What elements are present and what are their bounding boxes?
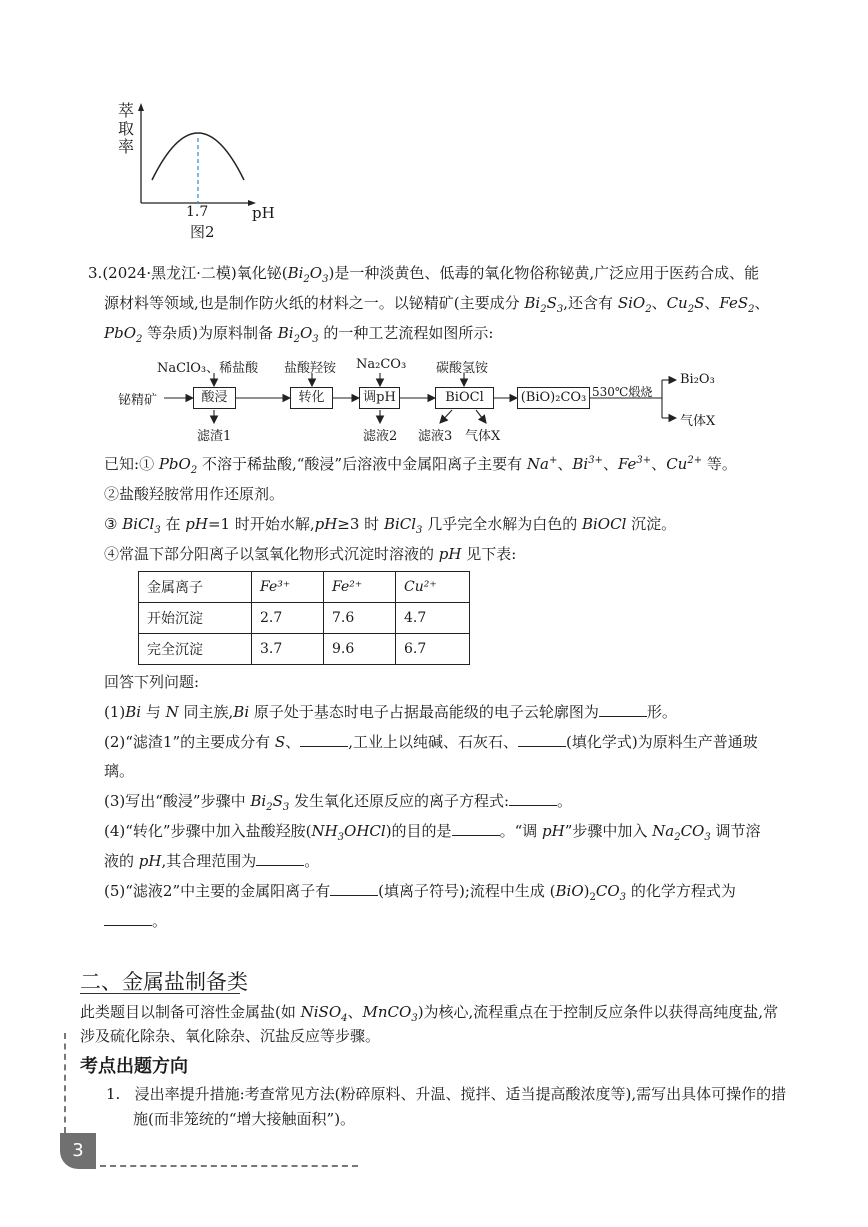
section-subhead: 考点出题方向 [80,1056,188,1077]
flow-box-conversion: 转化 [290,387,333,409]
sub-question-5-line-2: 。 [104,910,167,932]
flow-output: 气体X [465,429,501,444]
table-header-row [139,572,470,603]
flow-reagent: 碳酸氢铵 [436,361,489,376]
point-1-line-1 [106,1083,786,1105]
page-number-badge: 3 [60,1133,96,1169]
known-line-4: ④常温下部分阳离子以氢氧化物形式沉淀时溶液的 pH 见下表: [104,545,517,563]
answer-prompt: 回答下列问题: [104,673,200,691]
question-3-line-2: 源材料等领域,也是制作防火纸的材料之一。以铋精矿(主要成分 $Bi_2S_3$,还含有 SiO$_2$、$Cu_2S$、FeS$_2$、 [104,294,770,315]
known-intro: 已知: [104,455,140,473]
table-cell: 开始沉淀 [139,603,252,634]
known-line-2: ②盐酸羟胺常用作还原剂。 [104,485,285,503]
flow-box-bio2co3: (BiO)₂CO₃ [517,387,590,409]
table-header-cell: Fe³⁺ [252,572,324,603]
table-cell: 6.7 [396,634,470,665]
page-margin-dashed-line [64,1033,66,1133]
flow-box-acid-leach: 酸浸 [193,387,236,409]
flow-output: 滤液2 [363,429,398,444]
sub-question-1: (1)Bi 与 N 同主族,Bi 原子处于基态时电子占据最高能级的电子云轮廓图为 形。 [104,703,677,721]
known-line-1: 已知:① PbO$_2$ 不溶于稀盐酸,“酸浸”后溶液中金属阳离子主要有 Na+、$Bi^{3+}$、$Fe^{3+}$、$Cu^{2+}$ 等。 [104,455,737,476]
sub-question-4-line-1: (4)“转化”步骤中加入盐酸羟胺$(NH_3OHCl)$的目的是 。“调 pH”步骤中加入 $Na_2CO_3$ 调节溶 [104,822,761,843]
flow-start: 铋精矿 [118,393,158,408]
table-header-cell: 金属离子 [139,572,252,603]
y-label-char: 取 [118,119,135,138]
sub-question-4-line-2: 液的 pH,其合理范围为 。 [104,852,320,870]
point-1-line-2: 施(而非笼统的“增大接触面积”)。 [133,1110,356,1128]
section-intro-line-2: 涉及硫化除杂、氧化除杂、沉盐反应等步骤。 [80,1027,381,1045]
y-axis-label [118,102,138,156]
table-cell: 9.6 [324,634,396,665]
section-title: 二、金属盐制备类 [80,970,248,994]
table-row [139,634,470,665]
question-source: (2024·黑龙江·二模) [102,264,237,282]
footer-dashed-line [100,1165,358,1167]
flow-reagent: Na₂CO₃ [356,357,407,372]
known-line-3: ③ BiCl$_3$ 在 pH=1 时开始水解,pH≥3 时 BiCl$_3$ 几乎完全水解为白色的 BiOCl 沉淀。 [104,515,677,536]
table-header-cell: Cu²⁺ [396,572,470,603]
table-cell: 4.7 [396,603,470,634]
question-3-line-3: PbO$_2$ 等杂质)为原料制备 $Bi_2O_3$ 的一种工艺流程如图所示: [104,324,494,345]
flow-output: 滤液3 [418,429,453,444]
table-cell: 完全沉淀 [139,634,252,665]
flow-product: Bi₂O₃ [680,372,715,387]
section-title-underline [80,993,240,994]
point-number: 1. [106,1085,121,1103]
flow-box-adjust-ph: 调pH [359,387,400,409]
question-3-line-1: 3.(2024·黑龙江·二模)氧化铋$(Bi_2O_3)$是一种淡黄色、低毒的氧化物俗称铋黄,广泛应用于医药合成、能 [88,264,760,285]
sub-question-5-line-1: (5)“滤液2”中主要的金属阳离子有 (填离子符号);流程中生成 $(BiO)_2CO_3$ 的化学方程式为 [104,882,736,903]
table-cell: 7.6 [324,603,396,634]
question-number: 3. [88,264,103,282]
flow-roast-label: 530℃煅烧 [592,385,653,399]
sub-question-2-line-1: (2)“滤渣1”的主要成分有 S、 ,工业上以纯碱、石灰石、 (填化学式)为原料生产普通玻 [104,733,758,751]
y-label-char: 萃 [118,101,135,120]
table-cell: 3.7 [252,634,324,665]
table-header-cell: Fe²⁺ [324,572,396,603]
flow-box-biocl: BiOCl [435,387,494,409]
point-text: 浸出率提升措施:考查常见方法(粉碎原料、升温、搅拌、适当提高酸浓度等),需写出具体可操作的措 [134,1085,787,1103]
table-row [139,603,470,634]
figure-caption: 图2 [190,223,215,241]
flow-reagent: NaClO₃、稀盐酸 [157,361,259,376]
section-intro-line-1: 此类题目以制备可溶性金属盐(如 NiSO$_4$、MnCO$_3$)为核心,流程重点在于控制反应条件以获得高纯度盐,常 [80,1003,779,1024]
table-cell: 2.7 [252,603,324,634]
flow-reagent: 盐酸羟铵 [284,361,337,376]
precipitation-ph-table [138,571,470,665]
x-tick-label: 1.7 [186,204,209,220]
y-label-char: 率 [118,137,135,156]
flow-output: 滤渣1 [197,429,232,444]
flow-product: 气体X [680,414,716,429]
sub-question-2-line-2: 璃。 [104,762,135,780]
x-axis-label: pH [252,204,275,222]
sub-question-3: (3)写出“酸浸”步骤中 $Bi_2S_3$ 发生氧化还原反应的离子方程式: 。 [104,792,573,813]
